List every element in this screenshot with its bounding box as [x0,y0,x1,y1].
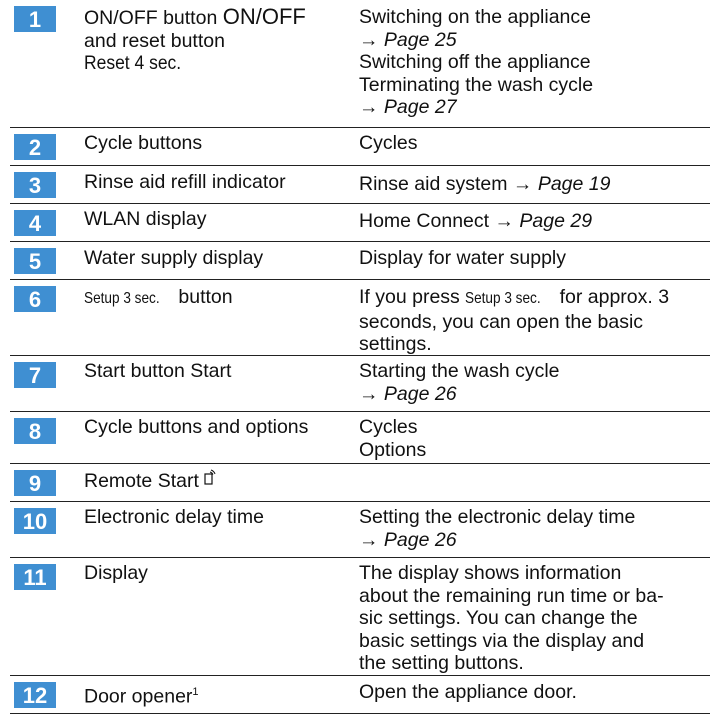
item-info: Cycles [359,132,418,154]
footnote-marker: 1 [192,686,199,698]
remote-start-icon [204,468,216,494]
table-row [10,502,710,558]
item-info: Open the appliance door. [359,681,577,703]
table-row [10,356,710,412]
item-number-badge: 10 [14,508,56,534]
item-description: ON/OFF button ON/OFF and reset button Reset 4 sec. [84,4,306,74]
table-row [10,412,710,464]
table-row [10,166,710,204]
item-number-badge: 5 [14,248,56,274]
page-reference-link[interactable]: Page 19 [537,173,611,195]
item-info: Setting the electronic delay time → Page 26 [359,506,636,551]
item-number-badge: 7 [14,362,56,388]
page-reference-link[interactable]: Page 26 [383,382,457,405]
page-reference-link[interactable]: Page 25 [383,28,457,51]
table-row [10,676,710,714]
item-info: Rinse aid system → Page 19 [359,173,611,195]
table-row [10,128,710,166]
item-description: Door opener$^1$ [84,685,199,708]
item-description: Start button Start [84,360,232,382]
item-number-badge: 6 [14,286,56,312]
item-description: Display [84,562,148,584]
item-number-badge: 1 [14,6,56,32]
item-description: Water supply display [84,247,264,269]
item-number-badge: 12 [14,682,56,708]
item-info: Switching on the appliance → Page 25 Switching off the appliance Terminating the wash cycle → Page 27 [359,6,594,118]
item-description: Electronic delay time [84,506,264,528]
page-reference-link[interactable]: Page 26 [383,528,457,551]
item-description: Cycle buttons [84,132,203,154]
item-number-badge: 8 [14,418,56,444]
setup-symbol: Setup 3 sec. [84,290,160,307]
setup-symbol: Setup 3 sec. [465,290,541,307]
item-info: Home Connect → Page 29 [359,210,593,232]
table-row [10,464,710,502]
page-reference-link[interactable]: Page 27 [383,96,457,118]
table-row [10,280,710,356]
item-description: Rinse aid refill indicator [84,171,286,193]
item-info: Display for water supply [359,247,566,269]
table-row [10,242,710,280]
table-row [10,204,710,242]
reset-symbol: Reset 4 sec. [84,53,182,74]
table-row [10,558,710,676]
table-row [10,0,710,128]
item-info: The display shows information about the remaining run time or ba- sic settings. You can change the basic settings via the display and the setting buttons. [359,562,664,674]
item-description: WLAN display [84,208,207,230]
item-number-badge: 2 [14,134,56,160]
item-info: If you press Setup 3 sec. for approx. 3 seconds, you can open the basic settings. [359,286,670,355]
item-description: Cycle buttons and options [84,416,309,438]
item-info: Cycles Options [359,416,427,461]
item-info: Starting the wash cycle → Page 26 [359,360,560,405]
item-number-badge: 3 [14,172,56,198]
on-off-symbol: ON/OFF [222,4,306,29]
item-description: Setup 3 sec. button [84,286,354,311]
item-number-badge: 9 [14,470,56,496]
item-number-badge: 11 [14,564,56,590]
item-description: Remote Start [84,468,354,494]
page-reference-link[interactable]: Page 29 [519,210,593,232]
item-number-badge: 4 [14,210,56,236]
